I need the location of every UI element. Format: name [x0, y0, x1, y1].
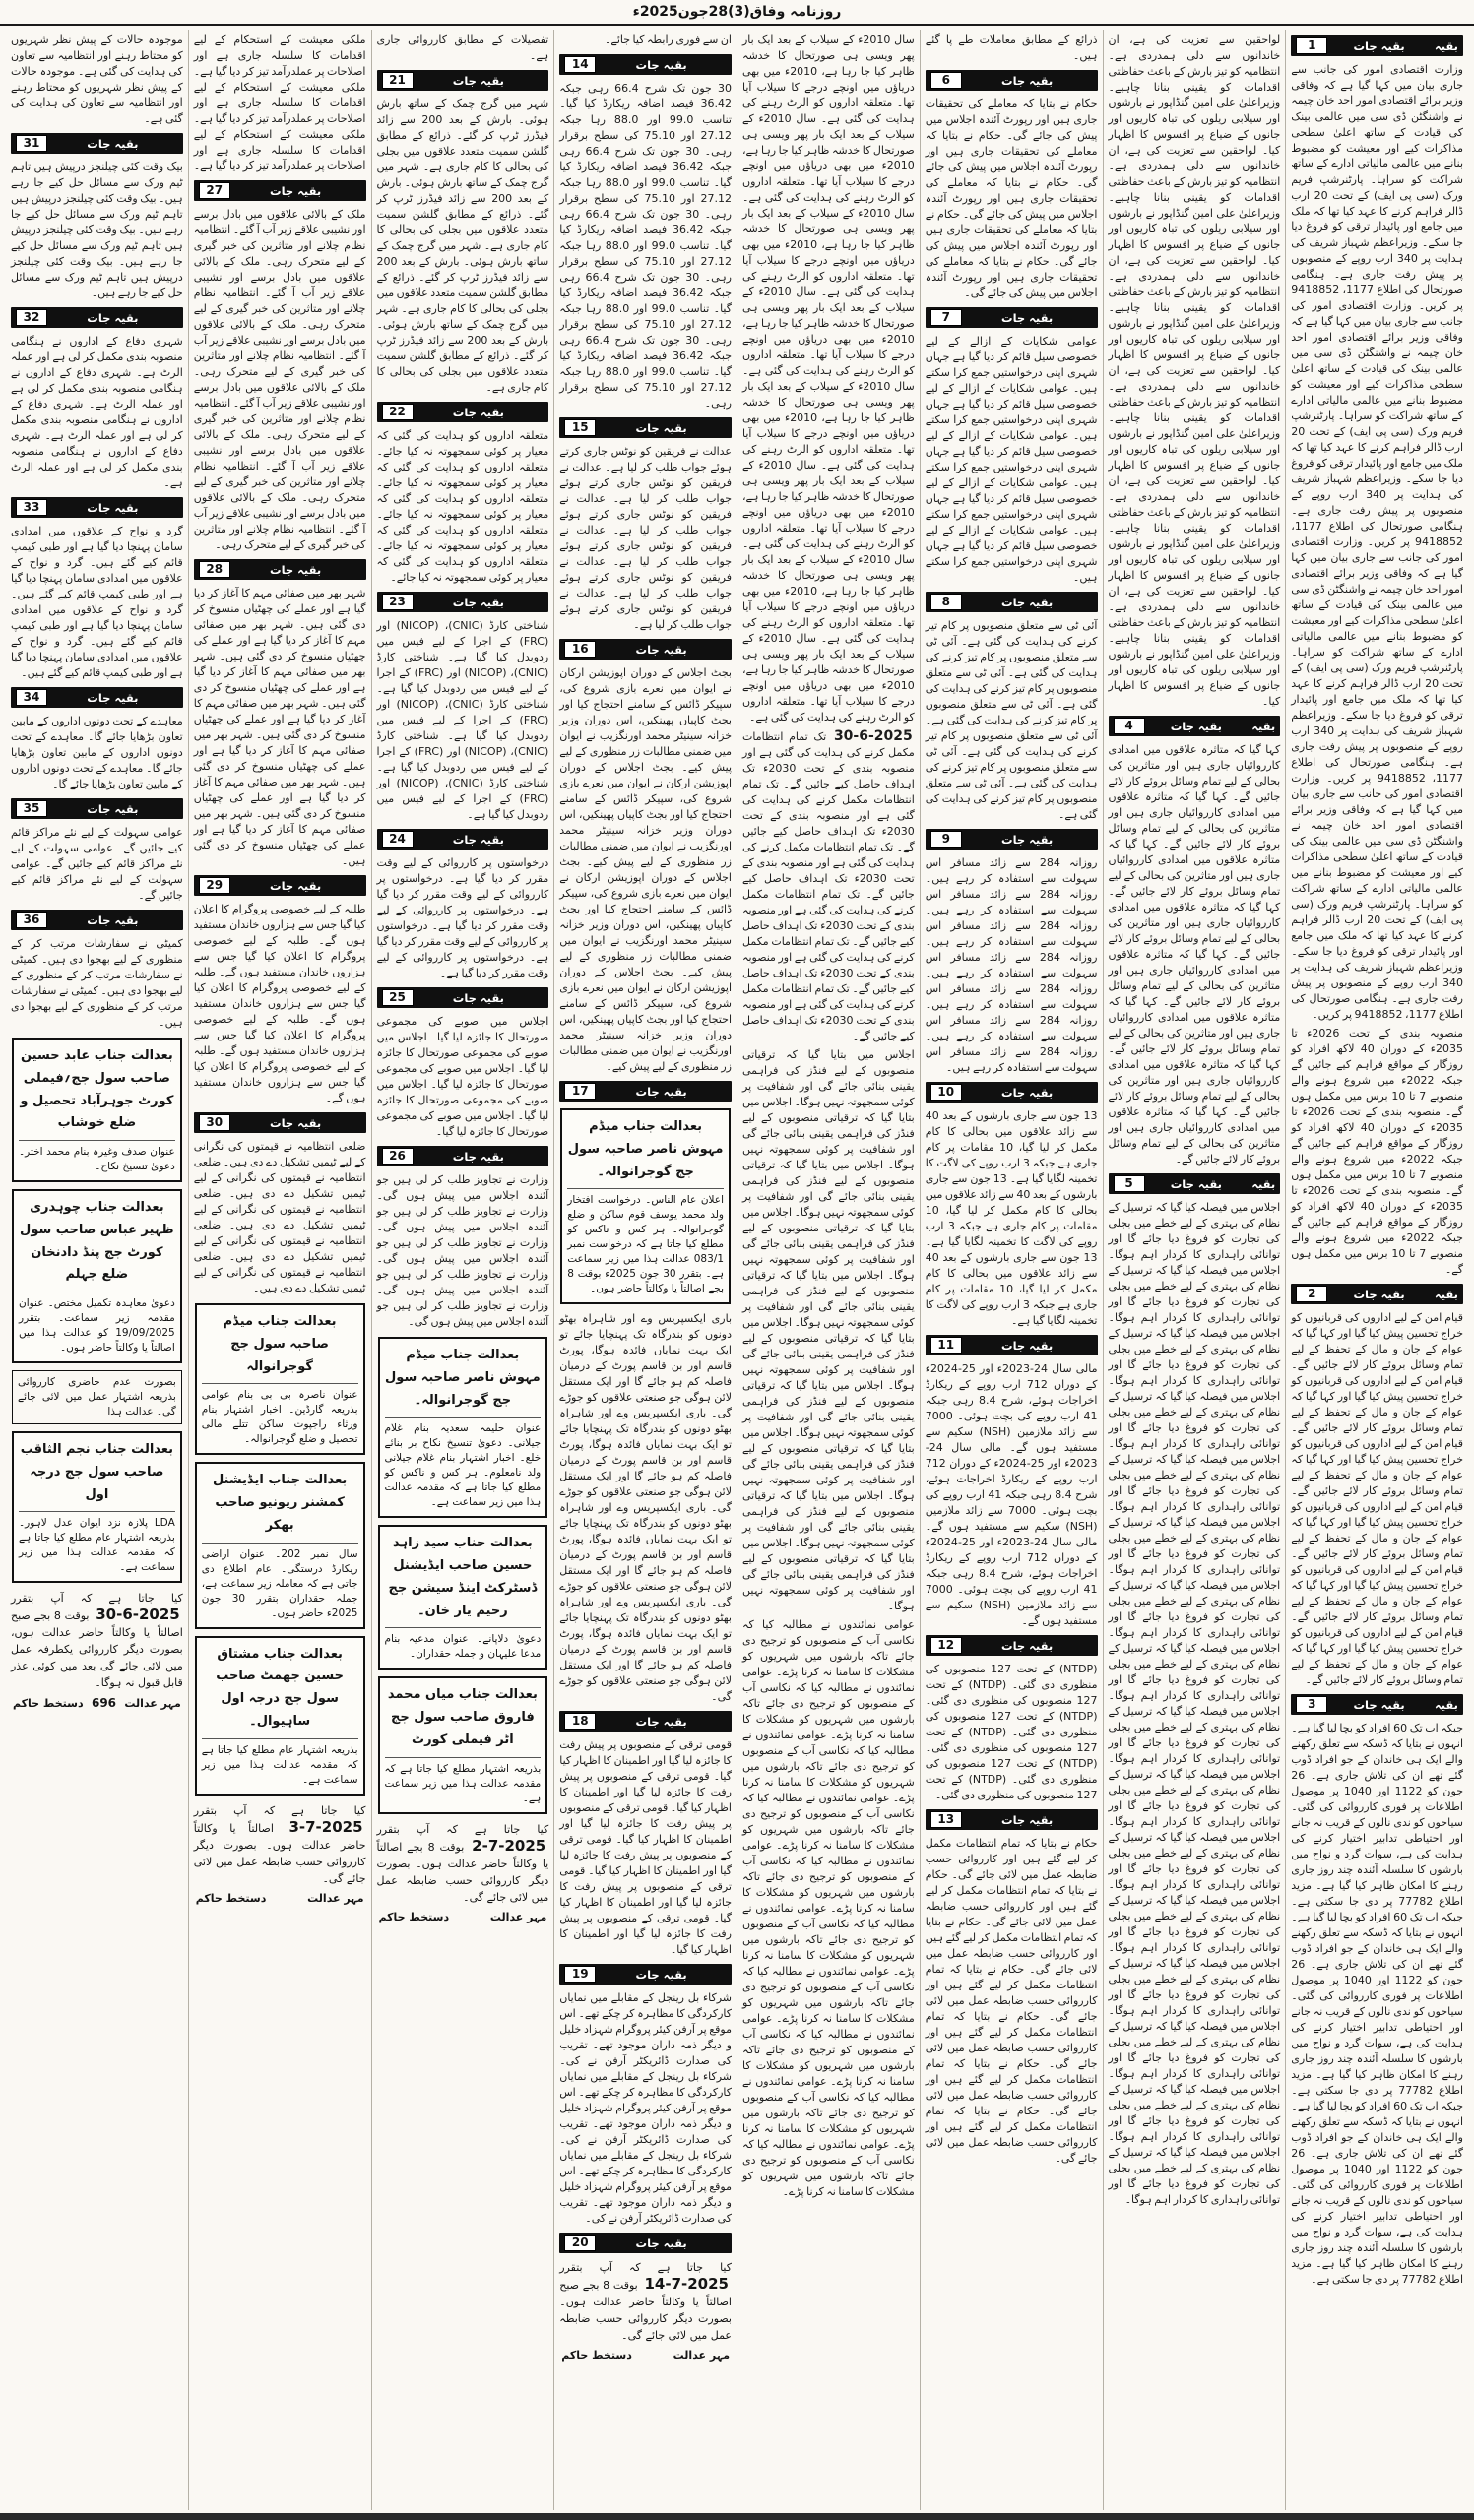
continuation-number: 21 [382, 72, 414, 89]
body-paragraph [559, 1737, 732, 1958]
continuation-bar [1291, 35, 1463, 56]
continuation-bar [377, 987, 549, 1008]
continuation-label: بقیہ جات [635, 420, 687, 435]
paragraph-text: گرد و نواح کے علاقوں میں امدادی سامان پہنچا دیا گیا ہے اور طبی کیمپ قائم کیے گئے ہیں۔ گرد و نواح کے علاقوں میں امدادی سامان پہنچا دیا گیا ہے اور طبی کیمپ قائم کیے گئے ہیں۔ گرد و نواح کے علاقوں میں امدادی سامان پہنچا دیا گیا ہے اور طبی کیمپ قائم کیے گئے ہیں۔ گرد و نواح کے علاقوں میں امدادی سامان پہنچا دیا گیا ہے اور طبی کیمپ قائم کیے گئے ہیں۔ [11, 525, 183, 679]
newspaper-column [371, 30, 554, 2510]
body-paragraph [194, 1139, 366, 1296]
continuation-bar [926, 307, 1098, 328]
hearing-date: 30-6-2025 [96, 1606, 180, 1624]
continuation-number: 12 [930, 1637, 962, 1654]
hearing-date: 3-7-2025 [288, 1817, 363, 1836]
hearing-date-paragraph [559, 2259, 732, 2344]
continuation-number: 3 [1296, 1696, 1327, 1713]
hearing-date-text: اصالتاً یا وکالتاً حاضر عدالت ہوں۔ بصورت دیگر کارروائی حسب ضابطہ عمل میں لائی جائے گی۔ [193, 1821, 366, 1885]
paragraph-text: قومی ترقی کے منصوبوں پر پیش رفت کا جائزہ لیا گیا اور اطمینان کا اظہار کیا گیا۔ قومی ترقی کے منصوبوں پر پیش رفت کا جائزہ لیا گیا اور اطمینان کا اظہار کیا گیا۔ قومی ترقی کے منصوبوں پر پیش رفت کا جائزہ لیا گیا اور اطمینان کا اظہار کیا گیا۔ قومی ترقی کے منصوبوں پر پیش رفت کا جائزہ لیا گیا اور اطمینان کا اظہار کیا گیا۔ قومی ترقی کے منصوبوں پر پیش رفت کا جائزہ لیا گیا اور اطمینان کا اظہار کیا گیا۔ قومی ترقی کے منصوبوں پر پیش رفت کا جائزہ لیا گیا اور اطمینان کا اظہار کیا گیا۔ [559, 1738, 732, 1957]
continuation-number: 27 [199, 182, 230, 199]
continuation-number: 13 [930, 1811, 962, 1828]
judge-signature-label: دستخط حاکم [195, 1891, 267, 1905]
continuation-label: بقیہ جات [635, 642, 687, 657]
continuation-bar [1291, 1284, 1463, 1304]
continuation-number: 6 [930, 72, 962, 89]
paragraph-text: موجودہ حالات کے پیش نظر شہریوں کو محتاط رہنے اور انتظامیہ سے تعاون کی ہدایت کی گئی ہے۔ موجودہ حالات کے پیش نظر شہریوں کو محتاط رہنے اور انتظامیہ سے تعاون کی ہدایت کی گئی ہے۔ [11, 33, 183, 125]
paragraph-text: اجلاس میں صوبے کی مجموعی صورتحال کا جائزہ لیا گیا۔ اجلاس میں صوبے کی مجموعی صورتحال کا جائزہ لیا گیا۔ اجلاس میں صوبے کی مجموعی صورتحال کا جائزہ لیا گیا۔ اجلاس میں صوبے کی مجموعی صورتحال کا جائزہ لیا گیا۔ اجلاس میں صوبے کی مجموعی صورتحال کا جائزہ لیا گیا۔ [376, 1015, 549, 1138]
continuation-number: 34 [16, 689, 47, 706]
paragraph-text: کہا گیا کہ متاثرہ علاقوں میں امدادی کارروائیاں جاری ہیں اور متاثرین کی بحالی کے لیے تمام وسائل بروئے کار لائے جائیں گے۔ کہا گیا کہ متاثرہ علاقوں میں امدادی کارروائیاں جاری ہیں اور متاثرین کی بحالی کے لیے تمام وسائل بروئے کار لائے جائیں گے۔ کہا گیا کہ متاثرہ علاقوں میں امدادی کارروائیاں جاری ہیں اور متاثرین کی بحالی کے لیے تمام وسائل بروئے کار لائے جائیں گے۔ کہا گیا کہ متاثرہ علاقوں میں امدادی کارروائیاں جاری ہیں اور متاثرین کی بحالی کے لیے تمام وسائل بروئے کار لائے جائیں گے۔ کہا گیا کہ متاثرہ علاقوں میں امدادی کارروائیاں جاری ہیں اور متاثرین کی بحالی کے لیے تمام وسائل بروئے کار لائے جائیں گے۔ کہا گیا کہ متاثرہ علاقوں میں امدادی کارروائیاں جاری ہیں اور متاثرین کی بحالی کے لیے تمام وسائل بروئے کار لائے جائیں گے۔ کہا گیا کہ متاثرہ علاقوں میں امدادی کارروائیاں جاری ہیں اور متاثرین کی بحالی کے لیے تمام وسائل بروئے کار لائے جائیں گے۔ کہا گیا کہ متاثرہ علاقوں میں امدادی کارروائیاں جاری ہیں اور متاثرین کی بحالی کے لیے تمام وسائل بروئے کار لائے جائیں گے۔ [1108, 743, 1281, 1166]
continuation-bar [559, 417, 732, 438]
continuation-number: 5 [1114, 1175, 1145, 1192]
body-paragraph [194, 902, 366, 1106]
body-paragraph [559, 32, 732, 48]
body-paragraph [11, 825, 183, 904]
court-notice-title: بعدالت جناب میڈم صاحبہ سول جج گوجرانوالہ [223, 1314, 337, 1374]
continuation-label: بقیہ جات [1353, 1287, 1405, 1301]
paragraph-text: عدالت نے فریقین کو نوٹس جاری کرتے ہوئے جواب طلب کر لیا ہے۔ عدالت نے فریقین کو نوٹس جاری کرتے ہوئے جواب طلب کر لیا ہے۔ عدالت نے فریقین کو نوٹس جاری کرتے ہوئے جواب طلب کر لیا ہے۔ عدالت نے فریقین کو نوٹس جاری کرتے ہوئے جواب طلب کر لیا ہے۔ عدالت نے فریقین کو نوٹس جاری کرتے ہوئے جواب طلب کر لیا ہے۔ عدالت نے فریقین کو نوٹس جاری کرتے ہوئے جواب طلب کر لیا ہے۔ [559, 445, 732, 631]
continuation-number: 19 [564, 1966, 596, 1983]
paragraph-text: تفصیلات کے مطابق کارروائی جاری ہے۔ [376, 33, 549, 62]
continuation-bar [11, 307, 183, 328]
continuation-bar [559, 2233, 732, 2253]
body-paragraph [926, 96, 1098, 301]
body-paragraph [377, 855, 549, 981]
body-paragraph [926, 1361, 1098, 1629]
court-notice [12, 1038, 182, 1182]
continuation-label: بقیہ جات [1170, 1176, 1222, 1191]
paragraph-text: شہر بھر میں صفائی مہم کا آغاز کر دیا گیا ہے اور عملے کی چھٹیاں منسوخ کر دی گئی ہیں۔ شہر بھر میں صفائی مہم کا آغاز کر دیا گیا ہے اور عملے کی چھٹیاں منسوخ کر دی گئی ہیں۔ شہر بھر میں صفائی مہم کا آغاز کر دیا گیا ہے اور عملے کی چھٹیاں منسوخ کر دی گئی ہیں۔ شہر بھر میں صفائی مہم کا آغاز کر دیا گیا ہے اور عملے کی چھٹیاں منسوخ کر دی گئی ہیں۔ شہر بھر میں صفائی مہم کا آغاز کر دیا گیا ہے اور عملے کی چھٹیاں منسوخ کر دی گئی ہیں۔ شہر بھر میں صفائی مہم کا آغاز کر دیا گیا ہے اور عملے کی چھٹیاں منسوخ کر دی گئی ہیں۔ شہر بھر میں صفائی مہم کا آغاز کر دیا گیا ہے اور عملے کی چھٹیاں منسوخ کر دی گئی ہیں۔ [193, 587, 366, 867]
continuation-bar [377, 70, 549, 91]
court-notice-title: بعدالت جناب مشتاق حسین جھمٹ صاحب سول جج درجہ اول ساہیوال۔ [216, 1646, 344, 1729]
court-notice-title: بعدالت جناب چوہدری ظہیر عباس صاحب سول کورٹ جج پنڈ دادنخان ضلع جہلم [20, 1200, 174, 1283]
court-notice-title: بعدالت جناب میڈم مہوش ناصر صاحبہ سول جج گوجرانوالہ۔ [385, 1348, 541, 1408]
continuation-bar [11, 687, 183, 708]
paragraph-text: باری ایکسپریس وے اور شاہراہ بھٹو دونوں کو بندرگاہ تک پہنچایا جائے تو ایک بہت نمایاں فائدہ ہوگا، پورٹ قاسم اور بن قاسم پورٹ کے درمیان فاصلہ کم ہو جائے گا اور ایک مستقل لائن ہوگی جو صنعتی علاقوں کو جوڑے گی۔ باری ایکسپریس وے اور شاہراہ بھٹو دونوں کو بندرگاہ تک پہنچایا جائے تو ایک بہت نمایاں فائدہ ہوگا، پورٹ قاسم اور بن قاسم پورٹ کے درمیان فاصلہ کم ہو جائے گا اور ایک مستقل لائن ہوگی جو صنعتی علاقوں کو جوڑے گی۔ باری ایکسپریس وے اور شاہراہ بھٹو دونوں کو بندرگاہ تک پہنچایا جائے تو ایک بہت نمایاں فائدہ ہوگا، پورٹ قاسم اور بن قاسم پورٹ کے درمیان فاصلہ کم ہو جائے گا اور ایک مستقل لائن ہوگی جو صنعتی علاقوں کو جوڑے گی۔ باری ایکسپریس وے اور شاہراہ بھٹو دونوں کو بندرگاہ تک پہنچایا جائے تو ایک بہت نمایاں فائدہ ہوگا، پورٹ قاسم اور بن قاسم پورٹ کے درمیان فاصلہ کم ہو جائے گا اور ایک مستقل لائن ہوگی جو صنعتی علاقوں کو جوڑے گی۔ [559, 1312, 732, 1704]
hearing-date-prefix: کیا جاتا ہے کہ آپ بتقرر [376, 1822, 549, 1836]
signature-row [196, 1892, 364, 1905]
continuation-number: 24 [382, 831, 414, 848]
continuation-label-right: بقیہ [1434, 38, 1458, 53]
continuation-number: 4 [1114, 718, 1145, 734]
continuation-label: بقیہ جات [635, 57, 687, 72]
continuation-label: بقیہ جات [635, 1714, 687, 1729]
paragraph-text: شہری دفاع کے اداروں نے ہنگامی منصوبہ بندی مکمل کر لی ہے اور عملہ الرٹ ہے۔ شہری دفاع کے اداروں نے ہنگامی منصوبہ بندی مکمل کر لی ہے اور عملہ الرٹ ہے۔ شہری دفاع کے اداروں نے ہنگامی منصوبہ بندی مکمل کر لی ہے اور عملہ الرٹ ہے۔ شہری دفاع کے اداروں نے ہنگامی منصوبہ بندی مکمل کر لی ہے اور عملہ الرٹ ہے۔ [11, 335, 183, 489]
body-paragraph [926, 1836, 1098, 2167]
paragraph-text: طلبہ کے لیے خصوصی پروگرام کا اعلان کیا گیا جس سے ہزاروں خاندان مستفید ہوں گے۔ طلبہ کے لیے خصوصی پروگرام کا اعلان کیا گیا جس سے ہزاروں خاندان مستفید ہوں گے۔ طلبہ کے لیے خصوصی پروگرام کا اعلان کیا گیا جس سے ہزاروں خاندان مستفید ہوں گے۔ طلبہ کے لیے خصوصی پروگرام کا اعلان کیا گیا جس سے ہزاروں خاندان مستفید ہوں گے۔ طلبہ کے لیے خصوصی پروگرام کا اعلان کیا گیا جس سے ہزاروں خاندان مستفید ہوں گے۔ [193, 903, 366, 1104]
continuation-bar [559, 1711, 732, 1732]
hearing-date-prefix: کیا جاتا ہے کہ آپ بتقرر [559, 2261, 732, 2275]
court-seal-label: مہر عدالت [124, 1696, 181, 1710]
judge-signature-label: دستخط حاکم [561, 2349, 632, 2362]
continuation-number: 15 [564, 419, 596, 436]
paragraph-text: (NTDP) کے تحت 127 منصوبوں کی منظوری دی گئی۔ (NTDP) کے تحت 127 منصوبوں کی منظوری دی گئی۔ (NTDP) کے تحت 127 منصوبوں کی منظوری دی گئی۔ (NTDP) کے تحت 127 منصوبوں کی منظوری دی گئی۔ (NTDP) کے تحت 127 منصوبوں کی منظوری دی گئی۔ (NTDP) کے تحت 127 منصوبوں کی منظوری دی گئی۔ [925, 1663, 1098, 1801]
court-notice [195, 1462, 365, 1628]
continuation-label: بقیہ جات [1001, 1812, 1054, 1827]
court-notice-title: بعدالت جناب عابد حسین صاحب سول جج؍فیملی کورٹ جوہرآباد تحصیل و ضلع خوشاب [20, 1048, 174, 1131]
paragraph-text: شرکاء بل رینجل کے مقابلے میں نمایاں کارکردگی کا مظاہرہ کر چکے تھے۔ اس موقع پر آرفن کیئر پروگرام شہزاد خلیل و دیگر ذمہ داران موجود تھے۔ تقریب کی صدارت ڈائریکٹر آرفن نے کی۔ شرکاء بل رینجل کے مقابلے میں نمایاں کارکردگی کا مظاہرہ کر چکے تھے۔ اس موقع پر آرفن کیئر پروگرام شہزاد خلیل و دیگر ذمہ داران موجود تھے۔ تقریب کی صدارت ڈائریکٹر آرفن نے کی۔ شرکاء بل رینجل کے مقابلے میں نمایاں کارکردگی کا مظاہرہ کر چکے تھے۔ اس موقع پر آرفن کیئر پروگرام شہزاد خلیل و دیگر ذمہ داران موجود تھے۔ تقریب کی صدارت ڈائریکٹر آرفن نے کی۔ [559, 1991, 732, 2226]
paragraph-text: حکام نے بتایا کہ معاملے کی تحقیقات جاری ہیں اور رپورٹ آئندہ اجلاس میں پیش کی جائے گی۔ حکام نے بتایا کہ معاملے کی تحقیقات جاری ہیں اور رپورٹ آئندہ اجلاس میں پیش کی جائے گی۔ حکام نے بتایا کہ معاملے کی تحقیقات جاری ہیں اور رپورٹ آئندہ اجلاس میں پیش کی جائے گی۔ حکام نے بتایا کہ معاملے کی تحقیقات جاری ہیں اور رپورٹ آئندہ اجلاس میں پیش کی جائے گی۔ حکام نے بتایا کہ معاملے کی تحقیقات جاری ہیں اور رپورٹ آئندہ اجلاس میں پیش کی جائے گی۔ [925, 97, 1098, 299]
continuation-label: بقیہ جات [1001, 1085, 1054, 1100]
continuation-number: 11 [930, 1337, 962, 1354]
body-paragraph [377, 1014, 549, 1140]
body-paragraph [926, 1108, 1098, 1329]
body-paragraph [194, 32, 366, 174]
continuation-label: بقیہ جات [1001, 832, 1054, 847]
paragraph-text: متعلقہ اداروں کو ہدایت کی گئی کہ معیار پر کوئی سمجھوتہ نہ کیا جائے۔ متعلقہ اداروں کو ہدایت کی گئی کہ معیار پر کوئی سمجھوتہ نہ کیا جائے۔ متعلقہ اداروں کو ہدایت کی گئی کہ معیار پر کوئی سمجھوتہ نہ کیا جائے۔ متعلقہ اداروں کو ہدایت کی گئی کہ معیار پر کوئی سمجھوتہ نہ کیا جائے۔ متعلقہ اداروں کو ہدایت کی گئی کہ معیار پر کوئی سمجھوتہ نہ کیا جائے۔ [376, 429, 549, 584]
continuation-number: 35 [16, 800, 47, 817]
body-paragraph [377, 96, 549, 396]
paragraph-text: لواحقین سے تعزیت کی ہے، ان خاندانوں سے دلی ہمدردی ہے۔ انتظامیہ کو تیز بارش کے باعث حفاظتی اقدامات کو یقینی بنانا چاہیے۔ وزیراعلیٰ علی امین گنڈاپور نے بارشوں اور سیلابی ریلوں کی تباہ کاریوں اور جانوں کے ضیاع پر افسوس کا اظہار کیا۔ لواحقین سے تعزیت کی ہے، ان خاندانوں سے دلی ہمدردی ہے۔ انتظامیہ کو تیز بارش کے باعث حفاظتی اقدامات کو یقینی بنانا چاہیے۔ وزیراعلیٰ علی امین گنڈاپور نے بارشوں اور سیلابی ریلوں کی تباہ کاریوں اور جانوں کے ضیاع پر افسوس کا اظہار کیا۔ لواحقین سے تعزیت کی ہے، ان خاندانوں سے دلی ہمدردی ہے۔ انتظامیہ کو تیز بارش کے باعث حفاظتی اقدامات کو یقینی بنانا چاہیے۔ وزیراعلیٰ علی امین گنڈاپور نے بارشوں اور سیلابی ریلوں کی تباہ کاریوں اور جانوں کے ضیاع پر افسوس کا اظہار کیا۔ لواحقین سے تعزیت کی ہے، ان خاندانوں سے دلی ہمدردی ہے۔ انتظامیہ کو تیز بارش کے باعث حفاظتی اقدامات کو یقینی بنانا چاہیے۔ وزیراعلیٰ علی امین گنڈاپور نے بارشوں اور سیلابی ریلوں کی تباہ کاریوں اور جانوں کے ضیاع پر افسوس کا اظہار کیا۔ لواحقین سے تعزیت کی ہے، ان خاندانوں سے دلی ہمدردی ہے۔ انتظامیہ کو تیز بارش کے باعث حفاظتی اقدامات کو یقینی بنانا چاہیے۔ وزیراعلیٰ علی امین گنڈاپور نے بارشوں اور سیلابی ریلوں کی تباہ کاریوں اور جانوں کے ضیاع پر افسوس کا اظہار کیا۔ لواحقین سے تعزیت کی ہے، ان خاندانوں سے دلی ہمدردی ہے۔ انتظامیہ کو تیز بارش کے باعث حفاظتی اقدامات کو یقینی بنانا چاہیے۔ وزیراعلیٰ علی امین گنڈاپور نے بارشوں اور سیلابی ریلوں کی تباہ کاریوں اور جانوں کے ضیاع پر افسوس کا اظہار کیا۔ [1108, 33, 1281, 708]
continuation-bar [11, 497, 183, 518]
court-notice-title: بعدالت جناب سید زاہد حسین صاحب ایڈیشنل ڈسٹرکٹ اینڈ سیشن جج رحیم یار خان۔ [388, 1536, 538, 1618]
paragraph-text: 30 جون تک شرح 66.4 رہی جبکہ 36.42 فیصد اضافہ ریکارڈ کیا گیا۔ تناسب 99.0 اور 88.0 رہا جبکہ 27.12 اور 75.10 کی سطح برقرار رہی۔ 30 جون تک شرح 66.4 رہی جبکہ 36.42 فیصد اضافہ ریکارڈ کیا گیا۔ تناسب 99.0 اور 88.0 رہا جبکہ 27.12 اور 75.10 کی سطح برقرار رہی۔ 30 جون تک شرح 66.4 رہی جبکہ 36.42 فیصد اضافہ ریکارڈ کیا گیا۔ تناسب 99.0 اور 88.0 رہا جبکہ 27.12 اور 75.10 کی سطح برقرار رہی۔ 30 جون تک شرح 66.4 رہی جبکہ 36.42 فیصد اضافہ ریکارڈ کیا گیا۔ تناسب 99.0 اور 88.0 رہا جبکہ 27.12 اور 75.10 کی سطح برقرار رہی۔ 30 جون تک شرح 66.4 رہی جبکہ 36.42 فیصد اضافہ ریکارڈ کیا گیا۔ تناسب 99.0 اور 88.0 رہا جبکہ 27.12 اور 75.10 کی سطح برقرار رہی۔ [559, 82, 732, 410]
continuation-label: بقیہ جات [452, 405, 504, 419]
court-notice-body: اعلان عام الناس۔ درخواست افتخار ولد محمد یوسف قوم ساکن و ضلع گوجرانوالہ۔ ہر کس و ناکس کو مطلع کیا جاتا ہے کہ درخواست نمبر 083/1 عدالت ہذا میں زیر سماعت ہے۔ بتقرر 30 جون 2025ء بوقت 8 بجے اصالتاً یا وکالتاً حاضر ہوں۔ [567, 1188, 724, 1296]
paragraph-text: درخواستوں پر کارروائی کے لیے وقت مقرر کر دیا گیا ہے۔ درخواستوں پر کارروائی کے لیے وقت مقرر کر دیا گیا ہے۔ درخواستوں پر کارروائی کے لیے وقت مقرر کر دیا گیا ہے۔ درخواستوں پر کارروائی کے لیے وقت مقرر کر دیا گیا ہے۔ درخواستوں پر کارروائی کے لیے وقت مقرر کر دیا گیا ہے۔ [376, 856, 549, 979]
paragraph-text: معاہدے کے تحت دونوں اداروں کے مابین تعاون بڑھایا جائے گا۔ معاہدے کے تحت دونوں اداروں کے مابین تعاون بڑھایا جائے گا۔ معاہدے کے تحت دونوں اداروں کے مابین تعاون بڑھایا جائے گا۔ [11, 715, 183, 790]
body-paragraph [1291, 1026, 1463, 1278]
court-notice [378, 1337, 548, 1518]
continuation-number: 1 [1296, 37, 1327, 54]
continuation-label: بقیہ جات [452, 595, 504, 609]
continuation-label: بقیہ جات [635, 2236, 687, 2250]
continuation-number: 16 [564, 641, 596, 658]
continuation-bar [377, 592, 549, 612]
continuation-label: بقیہ جات [1353, 38, 1405, 53]
continuation-bar [926, 592, 1098, 612]
court-notice [195, 1303, 365, 1455]
paragraph-text: بیک وقت کئی چیلنجز درپیش ہیں تاہم ٹیم ورک سے مسائل حل کیے جا رہے ہیں۔ بیک وقت کئی چیلنجز درپیش ہیں تاہم ٹیم ورک سے مسائل حل کیے جا رہے ہیں۔ بیک وقت کئی چیلنجز درپیش ہیں تاہم ٹیم ورک سے مسائل حل کیے جا رہے ہیں۔ بیک وقت کئی چیلنجز درپیش ہیں تاہم ٹیم ورک سے مسائل حل کیے جا رہے ہیں۔ [11, 160, 183, 299]
body-paragraph [377, 1172, 549, 1330]
newspaper-column [920, 30, 1103, 2510]
continuation-label-right: بقیہ [1434, 1287, 1458, 1301]
court-notice [378, 1676, 548, 1813]
paragraph-text: ذرائع کے مطابق معاملات طے پا گئے ہیں۔ [925, 33, 1098, 62]
continuation-label: بقیہ جات [635, 1967, 687, 1982]
newspaper-column [1103, 30, 1286, 2510]
hearing-date: 14-7-2025 [644, 2275, 729, 2294]
newspaper-column [553, 30, 737, 2510]
court-notice-body: عنوان صدف وغیرہ بنام محمد اختر۔ دعویٰ تنسیخ نکاح۔ [19, 1140, 175, 1174]
paragraph-text: عوامی شکایات کے ازالے کے لیے خصوصی سیل قائم کر دیا گیا ہے جہاں شہری اپنی درخواستیں جمع کرا سکتے ہیں۔ عوامی شکایات کے ازالے کے لیے خصوصی سیل قائم کر دیا گیا ہے جہاں شہری اپنی درخواستیں جمع کرا سکتے ہیں۔ عوامی شکایات کے ازالے کے لیے خصوصی سیل قائم کر دیا گیا ہے جہاں شہری اپنی درخواستیں جمع کرا سکتے ہیں۔ عوامی شکایات کے ازالے کے لیے خصوصی سیل قائم کر دیا گیا ہے جہاں شہری اپنی درخواستیں جمع کرا سکتے ہیں۔ عوامی شکایات کے ازالے کے لیے خصوصی سیل قائم کر دیا گیا ہے جہاں شہری اپنی درخواستیں جمع کرا سکتے ہیں۔ [925, 335, 1098, 584]
continuation-number: 36 [16, 912, 47, 928]
continuation-bar [926, 70, 1098, 91]
judge-signature-label: دستخط حاکم [13, 1696, 84, 1710]
paragraph-text: حکام نے بتایا کہ تمام انتظامات مکمل کر لیے گئے ہیں اور کارروائی حسب ضابطہ عمل میں لائی جائے گی۔ حکام نے بتایا کہ تمام انتظامات مکمل کر لیے گئے ہیں اور کارروائی حسب ضابطہ عمل میں لائی جائے گی۔ حکام نے بتایا کہ تمام انتظامات مکمل کر لیے گئے ہیں اور کارروائی حسب ضابطہ عمل میں لائی جائے گی۔ حکام نے بتایا کہ تمام انتظامات مکمل کر لیے گئے ہیں اور کارروائی حسب ضابطہ عمل میں لائی جائے گی۔ حکام نے بتایا کہ تمام انتظامات مکمل کر لیے گئے ہیں اور کارروائی حسب ضابطہ عمل میں لائی جائے گی۔ حکام نے بتایا کہ تمام انتظامات مکمل کر لیے گئے ہیں اور کارروائی حسب ضابطہ عمل میں لائی جائے گی۔ حکام نے بتایا کہ تمام انتظامات مکمل کر لیے گئے ہیں اور کارروائی حسب ضابطہ عمل میں لائی جائے گی۔ [925, 1837, 1098, 2165]
body-paragraph [11, 936, 183, 1031]
paragraph-text: ملک کے بالائی علاقوں میں بادل برسے اور نشیبی علاقے زیر آب آ گئے۔ انتظامیہ نظام چلانے اور متاثرین کی خبر گیری کے لیے متحرک رہی۔ ملک کے بالائی علاقوں میں بادل برسے اور نشیبی علاقے زیر آب آ گئے۔ انتظامیہ نظام چلانے اور متاثرین کی خبر گیری کے لیے متحرک رہی۔ ملک کے بالائی علاقوں میں بادل برسے اور نشیبی علاقے زیر آب آ گئے۔ انتظامیہ نظام چلانے اور متاثرین کی خبر گیری کے لیے متحرک رہی۔ ملک کے بالائی علاقوں میں بادل برسے اور نشیبی علاقے زیر آب آ گئے۔ انتظامیہ نظام چلانے اور متاثرین کی خبر گیری کے لیے متحرک رہی۔ ملک کے بالائی علاقوں میں بادل برسے اور نشیبی علاقے زیر آب آ گئے۔ انتظامیہ نظام چلانے اور متاثرین کی خبر گیری کے لیے متحرک رہی۔ ملک کے بالائی علاقوں میں بادل برسے اور نشیبی علاقے زیر آب آ گئے۔ انتظامیہ نظام چلانے اور متاثرین کی خبر گیری کے لیے متحرک رہی۔ [193, 208, 366, 551]
body-paragraph [559, 81, 732, 411]
court-notice-body: دعویٰ معاہدہ تکمیل مختص۔ عنوان مقدمہ زیر سماعت۔ بتقرر 19/09/2025 کو عدالت ہذا میں اصالتاً یا وکالتاً حاضر ہوں۔ [19, 1292, 175, 1355]
continuation-label: بقیہ جات [452, 73, 504, 88]
court-notice-body: بذریعہ اشتہار مطلع کیا جاتا ہے کہ مقدمہ عدالت ہذا میں زیر سماعت ہے۔ [385, 1757, 542, 1806]
continuation-bar [559, 54, 732, 75]
court-seal-label: مہر عدالت [307, 1891, 364, 1905]
continuation-label: بقیہ جات [270, 1115, 322, 1130]
body-paragraph [1109, 1200, 1281, 2208]
court-seal-label: مہر عدالت [489, 1910, 547, 1923]
continuation-number: 26 [382, 1148, 414, 1165]
continuation-bar [1109, 1173, 1281, 1194]
continuation-number: 18 [564, 1713, 596, 1730]
court-notice [12, 1189, 182, 1363]
paragraph-text: ان سے فوری رابطہ کیا جائے۔ [604, 33, 732, 46]
court-notice-title: بعدالت جناب میاں محمد فاروق صاحب سول جج اٹر فیملی کورٹ [387, 1687, 538, 1747]
continuation-number: 30 [199, 1114, 230, 1131]
body-paragraph [559, 1990, 732, 2227]
continuation-number: 10 [930, 1084, 962, 1101]
hearing-date-prefix: کیا جاتا ہے کہ آپ بتقرر [11, 1592, 183, 1606]
continuation-number: 17 [564, 1083, 596, 1100]
body-paragraph [1109, 32, 1281, 710]
continuation-number: 25 [382, 989, 414, 1006]
continuation-label: بقیہ جات [1001, 310, 1054, 325]
hearing-date-paragraph [377, 1821, 549, 1906]
continuation-bar [559, 1964, 732, 1984]
continuation-bar [926, 829, 1098, 850]
newspaper-column [1285, 30, 1468, 2510]
court-notice-body: عنوان ناصرہ بی بی بنام عوامی بذریعہ گارڈین۔ اخبار اشتہار بنام ورثاء راجپوت ساکن تتلے مالی تحصیل و ضلع گوجرانوالہ۔ [202, 1383, 358, 1447]
court-notice [195, 1636, 365, 1796]
body-paragraph [742, 32, 915, 725]
continuation-bar [377, 1146, 549, 1166]
notice-box: بصورت عدم حاضری کارروائی بذریعہ اشتہار عمل میں لائی جائے گی۔ عدالت ہذا [12, 1370, 182, 1424]
inline-hearing-date: 30-6-2025 [833, 728, 913, 744]
newspaper-column [6, 30, 188, 2510]
continuation-number: 31 [16, 135, 47, 152]
court-notice [378, 1525, 548, 1670]
continuation-number: 7 [930, 309, 962, 326]
paragraph-text: شہر میں گرج چمک کے ساتھ بارش ہوئی۔ بارش کے بعد 200 سے زائد فیڈرز ٹرپ کر گئے۔ ذرائع کے مطابق گلشن سمیت متعدد علاقوں میں بجلی کی بحالی کا کام جاری ہے۔ شہر میں گرج چمک کے ساتھ بارش ہوئی۔ بارش کے بعد 200 سے زائد فیڈرز ٹرپ کر گئے۔ ذرائع کے مطابق گلشن سمیت متعدد علاقوں میں بجلی کی بحالی کا کام جاری ہے۔ شہر میں گرج چمک کے ساتھ بارش ہوئی۔ بارش کے بعد 200 سے زائد فیڈرز ٹرپ کر گئے۔ ذرائع کے مطابق گلشن سمیت متعدد علاقوں میں بجلی کی بحالی کا کام جاری ہے۔ شہر میں گرج چمک کے ساتھ بارش ہوئی۔ بارش کے بعد 200 سے زائد فیڈرز ٹرپ کر گئے۔ ذرائع کے مطابق گلشن سمیت متعدد علاقوں میں بجلی کی بحالی کا کام جاری ہے۔ [376, 97, 549, 394]
continuation-number: 33 [16, 499, 47, 516]
continuation-number: 2 [1296, 1286, 1327, 1302]
continuation-label: بقیہ جات [87, 690, 139, 705]
judge-signature-label: دستخط حاکم [378, 1910, 450, 1923]
court-notice [560, 1108, 731, 1304]
paragraph-text: عوامی نمائندوں نے مطالبہ کیا کہ نکاسی آب کے منصوبوں کو ترجیح دی جائے تاکہ بارشوں میں شہریوں کو مشکلات کا سامنا نہ کرنا پڑے۔ عوامی نمائندوں نے مطالبہ کیا کہ نکاسی آب کے منصوبوں کو ترجیح دی جائے تاکہ بارشوں میں شہریوں کو مشکلات کا سامنا نہ کرنا پڑے۔ عوامی نمائندوں نے مطالبہ کیا کہ نکاسی آب کے منصوبوں کو ترجیح دی جائے تاکہ بارشوں میں شہریوں کو مشکلات کا سامنا نہ کرنا پڑے۔ عوامی نمائندوں نے مطالبہ کیا کہ نکاسی آب کے منصوبوں کو ترجیح دی جائے تاکہ بارشوں میں شہریوں کو مشکلات کا سامنا نہ کرنا پڑے۔ عوامی نمائندوں نے مطالبہ کیا کہ نکاسی آب کے منصوبوں کو ترجیح دی جائے تاکہ بارشوں میں شہریوں کو مشکلات کا سامنا نہ کرنا پڑے۔ عوامی نمائندوں نے مطالبہ کیا کہ نکاسی آب کے منصوبوں کو ترجیح دی جائے تاکہ بارشوں میں شہریوں کو مشکلات کا سامنا نہ کرنا پڑے۔ عوامی نمائندوں نے مطالبہ کیا کہ نکاسی آب کے منصوبوں کو ترجیح دی جائے تاکہ بارشوں میں شہریوں کو مشکلات کا سامنا نہ کرنا پڑے۔ عوامی نمائندوں نے مطالبہ کیا کہ نکاسی آب کے منصوبوں کو ترجیح دی جائے تاکہ بارشوں میں شہریوں کو مشکلات کا سامنا نہ کرنا پڑے۔ عوامی نمائندوں نے مطالبہ کیا کہ نکاسی آب کے منصوبوں کو ترجیح دی جائے تاکہ بارشوں میں شہریوں کو مشکلات کا سامنا نہ کرنا پڑے۔ عوامی نمائندوں نے مطالبہ کیا کہ نکاسی آب کے منصوبوں کو ترجیح دی جائے تاکہ بارشوں میں شہریوں کو مشکلات کا سامنا نہ کرنا پڑے۔ [742, 1618, 915, 2198]
hearing-date-paragraph [11, 1590, 183, 1691]
continuation-bar [194, 559, 366, 580]
masthead-title: روزنامہ وفاق(3)28جون2025ء [632, 4, 842, 20]
continuation-number: 22 [382, 404, 414, 420]
continuation-bar [11, 910, 183, 930]
continuation-bar [559, 639, 732, 660]
court-notice-body: سال نمبر 202۔ عنوان اراضی ریکارڈ درستگی۔ عام اطلاع دی جاتی ہے کہ معاملہ زیر سماعت ہے، جملہ حقداران بتقرر 30 جون 2025ء حاضر ہوں۔ [202, 1543, 358, 1621]
body-paragraph [11, 714, 183, 792]
continuation-number: 23 [382, 594, 414, 610]
masthead [0, 0, 1474, 26]
continuation-number: 28 [199, 561, 230, 578]
continuation-bar [926, 1082, 1098, 1102]
paragraph-text: اجلاس میں بتایا گیا کہ ترقیاتی منصوبوں کے لیے فنڈز کی فراہمی یقینی بنائی جائے گی اور شفافیت پر کوئی سمجھوتہ نہیں ہوگا۔ اجلاس میں بتایا گیا کہ ترقیاتی منصوبوں کے لیے فنڈز کی فراہمی یقینی بنائی جائے گی اور شفافیت پر کوئی سمجھوتہ نہیں ہوگا۔ اجلاس میں بتایا گیا کہ ترقیاتی منصوبوں کے لیے فنڈز کی فراہمی یقینی بنائی جائے گی اور شفافیت پر کوئی سمجھوتہ نہیں ہوگا۔ اجلاس میں بتایا گیا کہ ترقیاتی منصوبوں کے لیے فنڈز کی فراہمی یقینی بنائی جائے گی اور شفافیت پر کوئی سمجھوتہ نہیں ہوگا۔ اجلاس میں بتایا گیا کہ ترقیاتی منصوبوں کے لیے فنڈز کی فراہمی یقینی بنائی جائے گی اور شفافیت پر کوئی سمجھوتہ نہیں ہوگا۔ اجلاس میں بتایا گیا کہ ترقیاتی منصوبوں کے لیے فنڈز کی فراہمی یقینی بنائی جائے گی اور شفافیت پر کوئی سمجھوتہ نہیں ہوگا۔ اجلاس میں بتایا گیا کہ ترقیاتی منصوبوں کے لیے فنڈز کی فراہمی یقینی بنائی جائے گی اور شفافیت پر کوئی سمجھوتہ نہیں ہوگا۔ اجلاس میں بتایا گیا کہ ترقیاتی منصوبوں کے لیے فنڈز کی فراہمی یقینی بنائی جائے گی اور شفافیت پر کوئی سمجھوتہ نہیں ہوگا۔ اجلاس میں بتایا گیا کہ ترقیاتی منصوبوں کے لیے فنڈز کی فراہمی یقینی بنائی جائے گی اور شفافیت پر کوئی سمجھوتہ نہیں ہوگا۔ اجلاس میں بتایا گیا کہ ترقیاتی منصوبوں کے لیے فنڈز کی فراہمی یقینی بنائی جائے گی اور شفافیت پر کوئی سمجھوتہ نہیں ہوگا۔ [742, 1048, 915, 1612]
paragraph-text: شناختی کارڈ (CNIC)، (NICOP) اور (FRC) کے اجرا کے لیے فیس میں ردوبدل کیا گیا ہے۔ شناختی کارڈ (CNIC)، (NICOP) اور (FRC) کے اجرا کے لیے فیس میں ردوبدل کیا گیا ہے۔ شناختی کارڈ (CNIC)، (NICOP) اور (FRC) کے اجرا کے لیے فیس میں ردوبدل کیا گیا ہے۔ شناختی کارڈ (CNIC)، (NICOP) اور (FRC) کے اجرا کے لیے فیس میں ردوبدل کیا گیا ہے۔ شناختی کارڈ (CNIC)، (NICOP) اور (FRC) کے اجرا کے لیے فیس میں ردوبدل کیا گیا ہے۔ [376, 619, 549, 821]
continuation-label: بقیہ جات [1353, 1697, 1405, 1712]
court-seal-label: مہر عدالت [673, 2349, 730, 2362]
paragraph-text: اجلاس میں فیصلہ کیا گیا کہ ترسیل کے نظام کی بہتری کے لیے خطے میں بجلی کی تجارت کو فروغ دیا جائے گا اور توانائی راہداری کا کردار اہم ہوگا۔ اجلاس میں فیصلہ کیا گیا کہ ترسیل کے نظام کی بہتری کے لیے خطے میں بجلی کی تجارت کو فروغ دیا جائے گا اور توانائی راہداری کا کردار اہم ہوگا۔ اجلاس میں فیصلہ کیا گیا کہ ترسیل کے نظام کی بہتری کے لیے خطے میں بجلی کی تجارت کو فروغ دیا جائے گا اور توانائی راہداری کا کردار اہم ہوگا۔ اجلاس میں فیصلہ کیا گیا کہ ترسیل کے نظام کی بہتری کے لیے خطے میں بجلی کی تجارت کو فروغ دیا جائے گا اور توانائی راہداری کا کردار اہم ہوگا۔ اجلاس میں فیصلہ کیا گیا کہ ترسیل کے نظام کی بہتری کے لیے خطے میں بجلی کی تجارت کو فروغ دیا جائے گا اور توانائی راہداری کا کردار اہم ہوگا۔ اجلاس میں فیصلہ کیا گیا کہ ترسیل کے نظام کی بہتری کے لیے خطے میں بجلی کی تجارت کو فروغ دیا جائے گا اور توانائی راہداری کا کردار اہم ہوگا۔ اجلاس میں فیصلہ کیا گیا کہ ترسیل کے نظام کی بہتری کے لیے خطے میں بجلی کی تجارت کو فروغ دیا جائے گا اور توانائی راہداری کا کردار اہم ہوگا۔ اجلاس میں فیصلہ کیا گیا کہ ترسیل کے نظام کی بہتری کے لیے خطے میں بجلی کی تجارت کو فروغ دیا جائے گا اور توانائی راہداری کا کردار اہم ہوگا۔ اجلاس میں فیصلہ کیا گیا کہ ترسیل کے نظام کی بہتری کے لیے خطے میں بجلی کی تجارت کو فروغ دیا جائے گا اور توانائی راہداری کا کردار اہم ہوگا۔ اجلاس میں فیصلہ کیا گیا کہ ترسیل کے نظام کی بہتری کے لیے خطے میں بجلی کی تجارت کو فروغ دیا جائے گا اور توانائی راہداری کا کردار اہم ہوگا۔ اجلاس میں فیصلہ کیا گیا کہ ترسیل کے نظام کی بہتری کے لیے خطے میں بجلی کی تجارت کو فروغ دیا جائے گا اور توانائی راہداری کا کردار اہم ہوگا۔ اجلاس میں فیصلہ کیا گیا کہ ترسیل کے نظام کی بہتری کے لیے خطے میں بجلی کی تجارت کو فروغ دیا جائے گا اور توانائی راہداری کا کردار اہم ہوگا۔ اجلاس میں فیصلہ کیا گیا کہ ترسیل کے نظام کی بہتری کے لیے خطے میں بجلی کی تجارت کو فروغ دیا جائے گا اور توانائی راہداری کا کردار اہم ہوگا۔ اجلاس میں فیصلہ کیا گیا کہ ترسیل کے نظام کی بہتری کے لیے خطے میں بجلی کی تجارت کو فروغ دیا جائے گا اور توانائی راہداری کا کردار اہم ہوگا۔ اجلاس میں فیصلہ کیا گیا کہ ترسیل کے نظام کی بہتری کے لیے خطے میں بجلی کی تجارت کو فروغ دیا جائے گا اور توانائی راہداری کا کردار اہم ہوگا۔ اجلاس میں فیصلہ کیا گیا کہ ترسیل کے نظام کی بہتری کے لیے خطے میں بجلی کی تجارت کو فروغ دیا جائے گا اور توانائی راہداری کا کردار اہم ہوگا۔ [1108, 1201, 1281, 2206]
paragraph-text: وزارت نے تجاویز طلب کر لی ہیں جو آئندہ اجلاس میں پیش ہوں گی۔ وزارت نے تجاویز طلب کر لی ہیں جو آئندہ اجلاس میں پیش ہوں گی۔ وزارت نے تجاویز طلب کر لی ہیں جو آئندہ اجلاس میں پیش ہوں گی۔ وزارت نے تجاویز طلب کر لی ہیں جو آئندہ اجلاس میں پیش ہوں گی۔ وزارت نے تجاویز طلب کر لی ہیں جو آئندہ اجلاس میں پیش ہوں گی۔ [376, 1173, 549, 1328]
continuation-label: بقیہ جات [87, 801, 139, 816]
body-paragraph [1291, 1310, 1463, 1688]
continuation-bar [377, 402, 549, 422]
body-paragraph [377, 32, 549, 64]
body-paragraph [11, 159, 183, 301]
paragraph-text: ملکی معیشت کے استحکام کے لیے اقدامات کا سلسلہ جاری ہے اور اصلاحات پر عملدرآمد تیز کر دیا گیا ہے۔ ملکی معیشت کے استحکام کے لیے اقدامات کا سلسلہ جاری ہے اور اصلاحات پر عملدرآمد تیز کر دیا گیا ہے۔ ملکی معیشت کے استحکام کے لیے اقدامات کا سلسلہ جاری ہے اور اصلاحات پر عملدرآمد تیز کر دیا گیا ہے۔ [193, 33, 366, 172]
continuation-bar [194, 875, 366, 896]
court-notice-body: بذریعہ اشتہار عام مطلع کیا جاتا ہے کہ مقدمہ عدالت ہذا میں زیر سماعت ہے۔ [202, 1738, 358, 1788]
body-paragraph [926, 32, 1098, 64]
continuation-bar [926, 1809, 1098, 1830]
hearing-date-text: بوقت 8 بجے صبح اصالتاً یا وکالتاً حاضر عدالت ہوں، بصورت دیگر کارروائی یکطرفہ عمل میں لائی جائے گی بعد میں کوئی عذر قابل قبول نہ ہوگا۔ [11, 1609, 183, 1690]
continuation-bar [1109, 716, 1281, 736]
continuation-label-right: بقیہ [1251, 1176, 1276, 1191]
court-notice-title: بعدالت جناب نجم الثاقب صاحب سول جج درجہ اول [20, 1442, 174, 1502]
continuation-label: بقیہ جات [1170, 719, 1222, 733]
signature-row [13, 1696, 181, 1710]
continuation-label: بقیہ جات [87, 500, 139, 515]
continuation-label: بقیہ جات [87, 136, 139, 151]
body-paragraph [742, 1047, 915, 1614]
body-paragraph [194, 586, 366, 869]
continuation-label: بقیہ جات [1001, 73, 1054, 88]
court-notice-body: LDA پلازہ نزد ایوان عدل لاہور۔ بذریعہ اشتہار عام مطلع کیا جاتا ہے کہ مقدمہ عدالت ہذا میں زیر سماعت ہے۔ [19, 1511, 175, 1575]
continuation-label: بقیہ جات [270, 878, 322, 893]
continuation-bar [11, 798, 183, 819]
paragraph-text: روزانہ 284 سے زائد مسافر اس سہولت سے استفادہ کر رہے ہیں۔ روزانہ 284 سے زائد مسافر اس سہولت سے استفادہ کر رہے ہیں۔ روزانہ 284 سے زائد مسافر اس سہولت سے استفادہ کر رہے ہیں۔ روزانہ 284 سے زائد مسافر اس سہولت سے استفادہ کر رہے ہیں۔ روزانہ 284 سے زائد مسافر اس سہولت سے استفادہ کر رہے ہیں۔ روزانہ 284 سے زائد مسافر اس سہولت سے استفادہ کر رہے ہیں۔ روزانہ 284 سے زائد مسافر اس سہولت سے استفادہ کر رہے ہیں۔ [925, 856, 1098, 1074]
continuation-label: بقیہ جات [270, 562, 322, 577]
paragraph-text: وزارت اقتصادی امور کی جانب سے جاری بیان میں کہا گیا ہے کہ وفاقی وزیر برائے اقتصادی امور احد خان چیمہ نے واشنگٹن ڈی سی میں عالمی بینک کی قیادت کے ساتھ اعلیٰ سطحی مذاکرات کیے اور معیشت کو مضبوط بنانے میں عالمی مالیاتی ادارے کے ساتھ شراکت کو سراہا۔ پارٹنرشپ فریم ورک (سی پی ایف) کے تحت 20 ارب ڈالر فراہم کرنے کا عہد کیا تھا کہ ملک میں جامع اور پائیدار ترقی کو فروغ دیا جا سکے۔ وزیراعظم شہباز شریف کی ہدایت پر 340 ارب روپے کے منصوبوں پر پیش رفت جاری ہے۔ ہنگامی صورتحال کی اطلاع 1177، 9418852 پر کریں۔ وزارت اقتصادی امور کی جانب سے جاری بیان میں کہا گیا ہے کہ وفاقی وزیر برائے اقتصادی امور احد خان چیمہ نے واشنگٹن ڈی سی میں عالمی بینک کی قیادت کے ساتھ اعلیٰ سطحی مذاکرات کیے اور معیشت کو مضبوط بنانے میں عالمی مالیاتی ادارے کے ساتھ شراکت کو سراہا۔ پارٹنرشپ فریم ورک (سی پی ایف) کے تحت 20 ارب ڈالر فراہم کرنے کا عہد کیا تھا کہ ملک میں جامع اور پائیدار ترقی کو فروغ دیا جا سکے۔ وزیراعظم شہباز شریف کی ہدایت پر 340 ارب روپے کے منصوبوں پر پیش رفت جاری ہے۔ ہنگامی صورتحال کی اطلاع 1177، 9418852 پر کریں۔ وزارت اقتصادی امور کی جانب سے جاری بیان میں کہا گیا ہے کہ وفاقی وزیر برائے اقتصادی امور احد خان چیمہ نے واشنگٹن ڈی سی میں عالمی بینک کی قیادت کے ساتھ اعلیٰ سطحی مذاکرات کیے اور معیشت کو مضبوط بنانے میں عالمی مالیاتی ادارے کے ساتھ شراکت کو سراہا۔ پارٹنرشپ فریم ورک (سی پی ایف) کے تحت 20 ارب ڈالر فراہم کرنے کا عہد کیا تھا کہ ملک میں جامع اور پائیدار ترقی کو فروغ دیا جا سکے۔ وزیراعظم شہباز شریف کی ہدایت پر 340 ارب روپے کے منصوبوں پر پیش رفت جاری ہے۔ ہنگامی صورتحال کی اطلاع 1177، 9418852 پر کریں۔ وزارت اقتصادی امور کی جانب سے جاری بیان میں کہا گیا ہے کہ وفاقی وزیر برائے اقتصادی امور احد خان چیمہ نے واشنگٹن ڈی سی میں عالمی بینک کی قیادت کے ساتھ اعلیٰ سطحی مذاکرات کیے اور معیشت کو مضبوط بنانے میں عالمی مالیاتی ادارے کے ساتھ شراکت کو سراہا۔ پارٹنرشپ فریم ورک (سی پی ایف) کے تحت 20 ارب ڈالر فراہم کرنے کا عہد کیا تھا کہ ملک میں جامع اور پائیدار ترقی کو فروغ دیا جا سکے۔ وزیراعظم شہباز شریف کی ہدایت پر 340 ارب روپے کے منصوبوں پر پیش رفت جاری ہے۔ ہنگامی صورتحال کی اطلاع 1177، 9418852 پر کریں۔ [1291, 63, 1464, 1021]
continuation-bar [11, 133, 183, 154]
continuation-number: 9 [930, 831, 962, 848]
body-paragraph [194, 207, 366, 553]
continuation-label: بقیہ جات [452, 1149, 504, 1164]
continuation-bar [194, 1112, 366, 1133]
hearing-date: 2-7-2025 [472, 1836, 546, 1855]
body-paragraph [377, 618, 549, 823]
body-paragraph [926, 1662, 1098, 1803]
body-paragraph [11, 334, 183, 491]
continuation-bar [1291, 1694, 1463, 1715]
continuation-label: بقیہ جات [452, 990, 504, 1005]
body-paragraph [742, 728, 915, 1044]
paragraph-text: عوامی سہولت کے لیے نئے مراکز قائم کیے جائیں گے۔ عوامی سہولت کے لیے نئے مراکز قائم کیے جائیں گے۔ عوامی سہولت کے لیے نئے مراکز قائم کیے جائیں گے۔ [11, 826, 183, 902]
body-paragraph [559, 665, 732, 1075]
paragraph-text: جبکہ اب تک 60 افراد کو بچا لیا گیا ہے۔ انہوں نے بتایا کہ ڈسکہ سے تعلق رکھنے والے ایک ہی خاندان کے جو افراد ڈوب گئے تھے ان کی تلاش جاری ہے۔ 26 جون کو 1122 اور 1040 پر موصول اطلاعات پر فوری کارروائی کی گئی۔ سیاحوں کو ندی نالوں کے قریب نہ جانے اور احتیاطی تدابیر اختیار کرنے کی ہدایت کی ہے، سوات گرد و نواح میں بارشوں کا سلسلہ آئندہ چند روز جاری رہنے کا امکان ظاہر کیا گیا ہے۔ مزید اطلاع 77782 پر دی جا سکتی ہے۔ جبکہ اب تک 60 افراد کو بچا لیا گیا ہے۔ انہوں نے بتایا کہ ڈسکہ سے تعلق رکھنے والے ایک ہی خاندان کے جو افراد ڈوب گئے تھے ان کی تلاش جاری ہے۔ 26 جون کو 1122 اور 1040 پر موصول اطلاعات پر فوری کارروائی کی گئی۔ سیاحوں کو ندی نالوں کے قریب نہ جانے اور احتیاطی تدابیر اختیار کرنے کی ہدایت کی ہے، سوات گرد و نواح میں بارشوں کا سلسلہ آئندہ چند روز جاری رہنے کا امکان ظاہر کیا گیا ہے۔ مزید اطلاع 77782 پر دی جا سکتی ہے۔ جبکہ اب تک 60 افراد کو بچا لیا گیا ہے۔ انہوں نے بتایا کہ ڈسکہ سے تعلق رکھنے والے ایک ہی خاندان کے جو افراد ڈوب گئے تھے ان کی تلاش جاری ہے۔ 26 جون کو 1122 اور 1040 پر موصول اطلاعات پر فوری کارروائی کی گئی۔ سیاحوں کو ندی نالوں کے قریب نہ جانے اور احتیاطی تدابیر اختیار کرنے کی ہدایت کی ہے، سوات گرد و نواح میں بارشوں کا سلسلہ آئندہ چند روز جاری رہنے کا امکان ظاہر کیا گیا ہے۔ مزید اطلاع 77782 پر دی جا سکتی ہے۔ [1291, 1722, 1464, 2286]
continuation-number: 29 [199, 877, 230, 894]
court-notice-body: دعویٰ دلاپانے۔ عنوان مدعیہ بنام مدعا علیہان و جملہ حقداران۔ [385, 1627, 542, 1662]
continuation-label: بقیہ جات [270, 183, 322, 198]
continuation-label: بقیہ جات [452, 832, 504, 847]
signature-row [561, 2349, 730, 2362]
continuation-label-right: بقیہ [1434, 1697, 1458, 1712]
paragraph-text: منصوبہ بندی کے تحت 2026ء تا 2035ء کے دوران 40 لاکھ افراد کو روزگار کے مواقع فراہم کیے جائیں گے جبکہ 2022ء میں شروع ہونے والے منصوبے 7 تا 10 برس میں مکمل ہوں گے۔ منصوبہ بندی کے تحت 2026ء تا 2035ء کے دوران 40 لاکھ افراد کو روزگار کے مواقع فراہم کیے جائیں گے جبکہ 2022ء میں شروع ہونے والے منصوبے 7 تا 10 برس میں مکمل ہوں گے۔ منصوبہ بندی کے تحت 2026ء تا 2035ء کے دوران 40 لاکھ افراد کو روزگار کے مواقع فراہم کیے جائیں گے جبکہ 2022ء میں شروع ہونے والے منصوبے 7 تا 10 برس میں مکمل ہوں گے۔ [1291, 1027, 1464, 1276]
newspaper-column [188, 30, 371, 2510]
body-paragraph [377, 428, 549, 586]
continuation-bar [926, 1335, 1098, 1355]
continuation-label: بقیہ جات [635, 1084, 687, 1099]
body-paragraph [11, 32, 183, 127]
columns [0, 26, 1474, 2510]
continuation-label: بقیہ جات [1001, 1638, 1054, 1653]
court-notice-title: بعدالت جناب میڈم مہوش ناصر صاحبہ سول جج گوجرانوالہ۔ [567, 1119, 724, 1179]
continuation-bar [926, 1635, 1098, 1656]
newspaper-column [737, 30, 920, 2510]
paragraph-text: سال 2010ء کے سیلاب کے بعد ایک بار پھر ویسی ہی صورتحال کا خدشہ ظاہر کیا جا رہا ہے، 2010ء میں بھی دریاؤں میں اونچے درجے کا سیلاب آیا تھا۔ متعلقہ اداروں کو الرٹ رہنے کی ہدایت کی گئی ہے۔ سال 2010ء کے سیلاب کے بعد ایک بار پھر ویسی ہی صورتحال کا خدشہ ظاہر کیا جا رہا ہے، 2010ء میں بھی دریاؤں میں اونچے درجے کا سیلاب آیا تھا۔ متعلقہ اداروں کو الرٹ رہنے کی ہدایت کی گئی ہے۔ سال 2010ء کے سیلاب کے بعد ایک بار پھر ویسی ہی صورتحال کا خدشہ ظاہر کیا جا رہا ہے، 2010ء میں بھی دریاؤں میں اونچے درجے کا سیلاب آیا تھا۔ متعلقہ اداروں کو الرٹ رہنے کی ہدایت کی گئی ہے۔ سال 2010ء کے سیلاب کے بعد ایک بار پھر ویسی ہی صورتحال کا خدشہ ظاہر کیا جا رہا ہے، 2010ء میں بھی دریاؤں میں اونچے درجے کا سیلاب آیا تھا۔ متعلقہ اداروں کو الرٹ رہنے کی ہدایت کی گئی ہے۔ سال 2010ء کے سیلاب کے بعد ایک بار پھر ویسی ہی صورتحال کا خدشہ ظاہر کیا جا رہا ہے، 2010ء میں بھی دریاؤں میں اونچے درجے کا سیلاب آیا تھا۔ متعلقہ اداروں کو الرٹ رہنے کی ہدایت کی گئی ہے۔ سال 2010ء کے سیلاب کے بعد ایک بار پھر ویسی ہی صورتحال کا خدشہ ظاہر کیا جا رہا ہے، 2010ء میں بھی دریاؤں میں اونچے درجے کا سیلاب آیا تھا۔ متعلقہ اداروں کو الرٹ رہنے کی ہدایت کی گئی ہے۔ سال 2010ء کے سیلاب کے بعد ایک بار پھر ویسی ہی صورتحال کا خدشہ ظاہر کیا جا رہا ہے، 2010ء میں بھی دریاؤں میں اونچے درجے کا سیلاب آیا تھا۔ متعلقہ اداروں کو الرٹ رہنے کی ہدایت کی گئی ہے۔ سال 2010ء کے سیلاب کے بعد ایک بار پھر ویسی ہی صورتحال کا خدشہ ظاہر کیا جا رہا ہے، 2010ء میں بھی دریاؤں میں اونچے درجے کا سیلاب آیا تھا۔ متعلقہ اداروں کو الرٹ رہنے کی ہدایت کی گئی ہے۔ [742, 33, 915, 724]
paragraph-text: ضلعی انتظامیہ نے قیمتوں کی نگرانی کے لیے ٹیمیں تشکیل دے دی ہیں۔ ضلعی انتظامیہ نے قیمتوں کی نگرانی کے لیے ٹیمیں تشکیل دے دی ہیں۔ ضلعی انتظامیہ نے قیمتوں کی نگرانی کے لیے ٹیمیں تشکیل دے دی ہیں۔ ضلعی انتظامیہ نے قیمتوں کی نگرانی کے لیے ٹیمیں تشکیل دے دی ہیں۔ ضلعی انتظامیہ نے قیمتوں کی نگرانی کے لیے ٹیمیں تشکیل دے دی ہیں۔ [193, 1140, 366, 1294]
continuation-label: بقیہ جات [1001, 1338, 1054, 1353]
seal-number: 696 [91, 1696, 117, 1711]
continuation-number: 20 [564, 2235, 596, 2251]
court-notice-title: بعدالت جناب ایڈیشنل کمشنر ریونیو صاحب بھکر [212, 1473, 348, 1533]
signature-row [379, 1911, 547, 1923]
body-paragraph [1291, 1721, 1463, 2288]
hearing-date-text: بوقت 8 بجے صبح اصالتاً یا وکالتاً حاضر عدالت ہوں۔ بصورت دیگر کارروائی حسب ضابطہ عمل میں لائی جائے گی۔ [559, 2279, 732, 2343]
court-notice-body: عنوان حلیمہ سعدیہ بنام غلام جیلانی۔ دعویٰ تنسیخ نکاح بر بنائے خلع۔ اخبار اشتہار بنام غلام جیلانی ولد نامعلوم۔ ہر کس و ناکس کو مطلع کیا جاتا ہے کہ مقدمہ عدالت ہذا میں زیر سماعت ہے۔ [385, 1417, 542, 1510]
continuation-label: بقیہ جات [1001, 595, 1054, 609]
body-paragraph [926, 855, 1098, 1076]
paragraph-text: آئی ٹی سے متعلق منصوبوں پر کام تیز کرنے کی ہدایت کی گئی ہے۔ آئی ٹی سے متعلق منصوبوں پر کام تیز کرنے کی ہدایت کی گئی ہے۔ آئی ٹی سے متعلق منصوبوں پر کام تیز کرنے کی ہدایت کی گئی ہے۔ آئی ٹی سے متعلق منصوبوں پر کام تیز کرنے کی ہدایت کی گئی ہے۔ آئی ٹی سے متعلق منصوبوں پر کام تیز کرنے کی ہدایت کی گئی ہے۔ آئی ٹی سے متعلق منصوبوں پر کام تیز کرنے کی ہدایت کی گئی ہے۔ آئی ٹی سے متعلق منصوبوں پر کام تیز کرنے کی ہدایت کی گئی ہے۔ [925, 619, 1098, 821]
body-paragraph [559, 444, 732, 633]
body-paragraph [926, 334, 1098, 586]
continuation-label: بقیہ جات [87, 913, 139, 927]
continuation-label: بقیہ جات [87, 310, 139, 325]
continuation-number: 8 [930, 594, 962, 610]
hearing-date-paragraph [194, 1802, 366, 1887]
paragraph-text: کمیٹی نے سفارشات مرتب کر کے منظوری کے لیے بھجوا دی ہیں۔ کمیٹی نے سفارشات مرتب کر کے منظوری کے لیے بھجوا دی ہیں۔ کمیٹی نے سفارشات مرتب کر کے منظوری کے لیے بھجوا دی ہیں۔ [11, 937, 183, 1029]
court-notice [12, 1431, 182, 1583]
continuation-number: 14 [564, 56, 596, 73]
body-paragraph [926, 618, 1098, 823]
paragraph-text: مالی سال 24-2023ء اور 25-2024ء کے دوران 712 ارب روپے کے ریکارڈ اخراجات ہوئے، شرح 8.4 رہی جبکہ 41 ارب روپے کی بچت ہوئی۔ 7000 سے زائد ملازمین (NSH) سکیم سے مستفید ہوں گے۔ مالی سال 24-2023ء اور 25-2024ء کے دوران 712 ارب روپے کے ریکارڈ اخراجات ہوئے، شرح 8.4 رہی جبکہ 41 ارب روپے کی بچت ہوئی۔ 7000 سے زائد ملازمین (NSH) سکیم سے مستفید ہوں گے۔ مالی سال 24-2023ء اور 25-2024ء کے دوران 712 ارب روپے کے ریکارڈ اخراجات ہوئے، شرح 8.4 رہی جبکہ 41 ارب روپے کی بچت ہوئی۔ 7000 سے زائد ملازمین (NSH) سکیم سے مستفید ہوں گے۔ [925, 1362, 1098, 1627]
paragraph-text: 13 جون سے جاری بارشوں کے بعد 40 سے زائد علاقوں میں بحالی کا کام مکمل کر لیا گیا، 10 مقامات پر کام جاری ہے جبکہ 3 ارب روپے کی لاگت کا تخمینہ لگایا گیا ہے۔ 13 جون سے جاری بارشوں کے بعد 40 سے زائد علاقوں میں بحالی کا کام مکمل کر لیا گیا، 10 مقامات پر کام جاری ہے جبکہ 3 ارب روپے کی لاگت کا تخمینہ لگایا گیا ہے۔ 13 جون سے جاری بارشوں کے بعد 40 سے زائد علاقوں میں بحالی کا کام مکمل کر لیا گیا، 10 مقامات پر کام جاری ہے جبکہ 3 ارب روپے کی لاگت کا تخمینہ لگایا گیا ہے۔ [925, 1109, 1098, 1327]
body-paragraph [559, 1311, 732, 1705]
body-paragraph [742, 1617, 915, 2200]
continuation-number: 32 [16, 309, 47, 326]
body-paragraph [1291, 62, 1463, 1023]
continuation-bar [559, 1081, 732, 1102]
continuation-bar [194, 180, 366, 201]
paragraph-text: بجٹ اجلاس کے دوران اپوزیشن ارکان نے ایوان میں نعرے بازی شروع کی، سپیکر ڈائس کے سامنے احتجاج کیا اور بجٹ کاپیاں پھینکیں، اس دوران وزیر خزانہ سینیٹر محمد اورنگزیب نے ایوان میں ضمنی مطالبات زر منظوری کے لیے پیش کیے۔ بجٹ اجلاس کے دوران اپوزیشن ارکان نے ایوان میں نعرے بازی شروع کی، سپیکر ڈائس کے سامنے احتجاج کیا اور بجٹ کاپیاں پھینکیں، اس دوران وزیر خزانہ سینیٹر محمد اورنگزیب نے ایوان میں ضمنی مطالبات زر منظوری کے لیے پیش کیے۔ بجٹ اجلاس کے دوران اپوزیشن ارکان نے ایوان میں نعرے بازی شروع کی، سپیکر ڈائس کے سامنے احتجاج کیا اور بجٹ کاپیاں پھینکیں، اس دوران وزیر خزانہ سینیٹر محمد اورنگزیب نے ایوان میں ضمنی مطالبات زر منظوری کے لیے پیش کیے۔ بجٹ اجلاس کے دوران اپوزیشن ارکان نے ایوان میں نعرے بازی شروع کی، سپیکر ڈائس کے سامنے احتجاج کیا اور بجٹ کاپیاں پھینکیں، اس دوران وزیر خزانہ سینیٹر محمد اورنگزیب نے ایوان میں ضمنی مطالبات زر منظوری کے لیے پیش کیے۔ [559, 666, 732, 1073]
continuation-bar [377, 829, 549, 850]
paragraph-text: قیام امن کے لیے اداروں کی قربانیوں کو خراج تحسین پیش کیا گیا اور کہا گیا کہ عوام کے جان و مال کے تحفظ کے لیے تمام وسائل بروئے کار لائے جائیں گے۔ قیام امن کے لیے اداروں کی قربانیوں کو خراج تحسین پیش کیا گیا اور کہا گیا کہ عوام کے جان و مال کے تحفظ کے لیے تمام وسائل بروئے کار لائے جائیں گے۔ قیام امن کے لیے اداروں کی قربانیوں کو خراج تحسین پیش کیا گیا اور کہا گیا کہ عوام کے جان و مال کے تحفظ کے لیے تمام وسائل بروئے کار لائے جائیں گے۔ قیام امن کے لیے اداروں کی قربانیوں کو خراج تحسین پیش کیا گیا اور کہا گیا کہ عوام کے جان و مال کے تحفظ کے لیے تمام وسائل بروئے کار لائے جائیں گے۔ قیام امن کے لیے اداروں کی قربانیوں کو خراج تحسین پیش کیا گیا اور کہا گیا کہ عوام کے جان و مال کے تحفظ کے لیے تمام وسائل بروئے کار لائے جائیں گے۔ قیام امن کے لیے اداروں کی قربانیوں کو خراج تحسین پیش کیا گیا اور کہا گیا کہ عوام کے جان و مال کے تحفظ کے لیے تمام وسائل بروئے کار لائے جائیں گے۔ [1291, 1311, 1463, 1686]
hearing-date-text: بوقت 8 بجے اصالتاً یا وکالتاً حاضر عدالت ہوں۔ بصورت دیگر کارروائی حسب ضابطہ عمل میں لائی جائے گی۔ [376, 1840, 549, 1904]
hearing-date-prefix: کیا جاتا ہے کہ آپ بتقرر [193, 1803, 366, 1817]
paragraph-text: تک تمام انتظامات مکمل کرنے کی ہدایت کی گئی ہے اور منصوبہ بندی کے تحت 2030ء تک اہداف حاصل کیے جائیں گے۔ تک تمام انتظامات مکمل کرنے کی ہدایت کی گئی ہے اور منصوبہ بندی کے تحت 2030ء تک اہداف حاصل کیے جائیں گے۔ تک تمام انتظامات مکمل کرنے کی ہدایت کی گئی ہے اور منصوبہ بندی کے تحت 2030ء تک اہداف حاصل کیے جائیں گے۔ تک تمام انتظامات مکمل کرنے کی ہدایت کی گئی ہے اور منصوبہ بندی کے تحت 2030ء تک اہداف حاصل کیے جائیں گے۔ تک تمام انتظامات مکمل کرنے کی ہدایت کی گئی ہے اور منصوبہ بندی کے تحت 2030ء تک اہداف حاصل کیے جائیں گے۔ تک تمام انتظامات مکمل کرنے کی ہدایت کی گئی ہے اور منصوبہ بندی کے تحت 2030ء تک اہداف حاصل کیے جائیں گے۔ [742, 730, 915, 1042]
body-paragraph [1109, 742, 1281, 1167]
continuation-label-right: بقیہ [1251, 719, 1276, 733]
body-paragraph [11, 524, 183, 681]
